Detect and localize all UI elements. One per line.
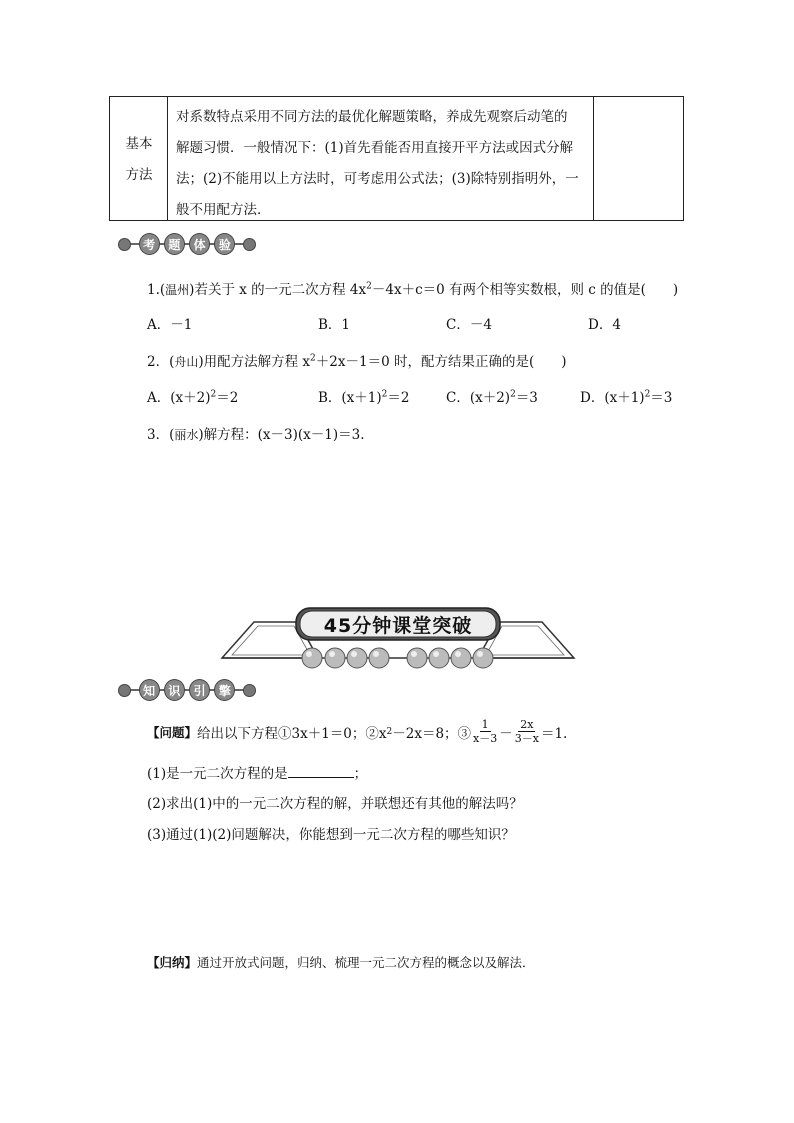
q1-source: 温州 <box>165 283 190 297</box>
q1-option-a: A．－1 <box>147 317 193 333</box>
label-line-2: 方法 <box>125 167 153 183</box>
problem-minus: － <box>499 725 513 742</box>
q2-sup: 2 <box>310 353 316 364</box>
table-content-line: 般不用配方法． <box>176 202 271 218</box>
bullet-icon <box>118 684 131 697</box>
q2-text: )用配方法解方程 x <box>198 354 311 370</box>
problem-statement: 【问题】 给出以下方程①3x＋1＝0；②x 2 －2x＝8；③ $\frac{1}{x-3}$ － $\frac{2x}{3-x}$ ＝1. <box>147 718 568 745</box>
problem-end: ＝1. <box>540 725 568 742</box>
section-char: 体 <box>189 233 210 255</box>
table-empty-cell <box>593 97 683 220</box>
summary-tag: 【归纳】 <box>147 955 198 970</box>
section-header-knowledge <box>118 679 256 701</box>
summary-text: 通过开放式问题，归纳、梳理一元二次方程的概念以及解法． <box>197 955 535 970</box>
q1-option-b: B．1 <box>318 317 351 333</box>
q3-text: )解方程：(x－3)(x－1)＝3. <box>198 427 365 443</box>
answer-blank[interactable] <box>288 765 354 778</box>
q1-option-c: C．－4 <box>446 317 492 333</box>
q1-sup: 2 <box>366 281 372 292</box>
q3-prefix: 3．( <box>147 427 175 443</box>
section-char: 知 <box>139 679 160 701</box>
q1-option-d: D．4 <box>588 317 621 333</box>
fraction-1: $\frac{1}{x-3}$ <box>473 718 498 745</box>
table-content-line: 对系数特点采用不同方法的最优化解题策略，养成先观察后动笔的 <box>176 109 568 125</box>
table-label-cell <box>110 97 168 220</box>
section-char: 题 <box>164 233 185 255</box>
summary <box>147 953 535 971</box>
q2-text-end: ＋2x－1＝0 时，配方结果正确的是( ) <box>315 354 567 370</box>
section-char: 引 <box>189 679 210 701</box>
bullet-icon <box>243 684 256 697</box>
section-char: 考 <box>139 233 160 255</box>
question-3 <box>147 423 365 443</box>
q3-source: 丽水 <box>174 428 199 442</box>
label-line-1: 基本 <box>125 136 153 152</box>
q2-option-b: B．$(x+1)^2=2$ <box>318 389 410 406</box>
sub-question-1: (1)是一元二次方程的是 ； <box>147 766 368 782</box>
question-2 <box>147 350 567 370</box>
q1-text: )若关于 x 的一元二次方程 4x <box>189 282 367 298</box>
q2-option-d: D．$(x+1)^2=3$ <box>580 389 673 406</box>
q2-source: 舟山 <box>174 355 199 369</box>
table-content-line: 解题习惯．一般情况下：(1)首先看能否用直接开平方法或因式分解 <box>176 140 574 156</box>
bullet-icon <box>118 238 131 251</box>
section-char: 验 <box>214 233 235 255</box>
section-header-exam <box>118 233 256 255</box>
sub-question-2: (2)求出(1)中的一元二次方程的解，并联想还有其他的解法吗？ <box>147 796 523 812</box>
section-char: 识 <box>164 679 185 701</box>
fraction-2: $\frac{2x}{3-x}$ <box>514 718 539 745</box>
method-table <box>109 96 684 221</box>
q1-prefix: 1.( <box>147 282 166 298</box>
problem-intro: 给出以下方程①3x＋1＝0；②x <box>197 725 387 742</box>
table-content-line: 法；(2)不能用以上方法时，可考虑用公式法；(3)除特别指明外，一 <box>176 171 579 187</box>
q2-option-c: C．$(x+2)^2=3$ <box>446 389 538 406</box>
bullet-icon <box>243 238 256 251</box>
problem-mid: －2x＝8；③ <box>392 725 472 742</box>
q2-option-a: A．$(x+2)^2=2$ <box>147 389 239 406</box>
question-1 <box>147 278 678 298</box>
table-label <box>110 129 168 191</box>
q1-text-end: －4x＋c＝0 有两个相等实数根，则 c 的值是( ) <box>371 282 679 298</box>
problem-tag: 【问题】 <box>147 724 198 740</box>
sub-question-3: (3)通过(1)(2)问题解决，你能想到一元二次方程的哪些知识？ <box>147 827 515 843</box>
q2-prefix: 2．( <box>147 354 175 370</box>
banner-title: 45分钟课堂突破 <box>323 615 473 637</box>
section-char: 擎 <box>214 679 235 701</box>
